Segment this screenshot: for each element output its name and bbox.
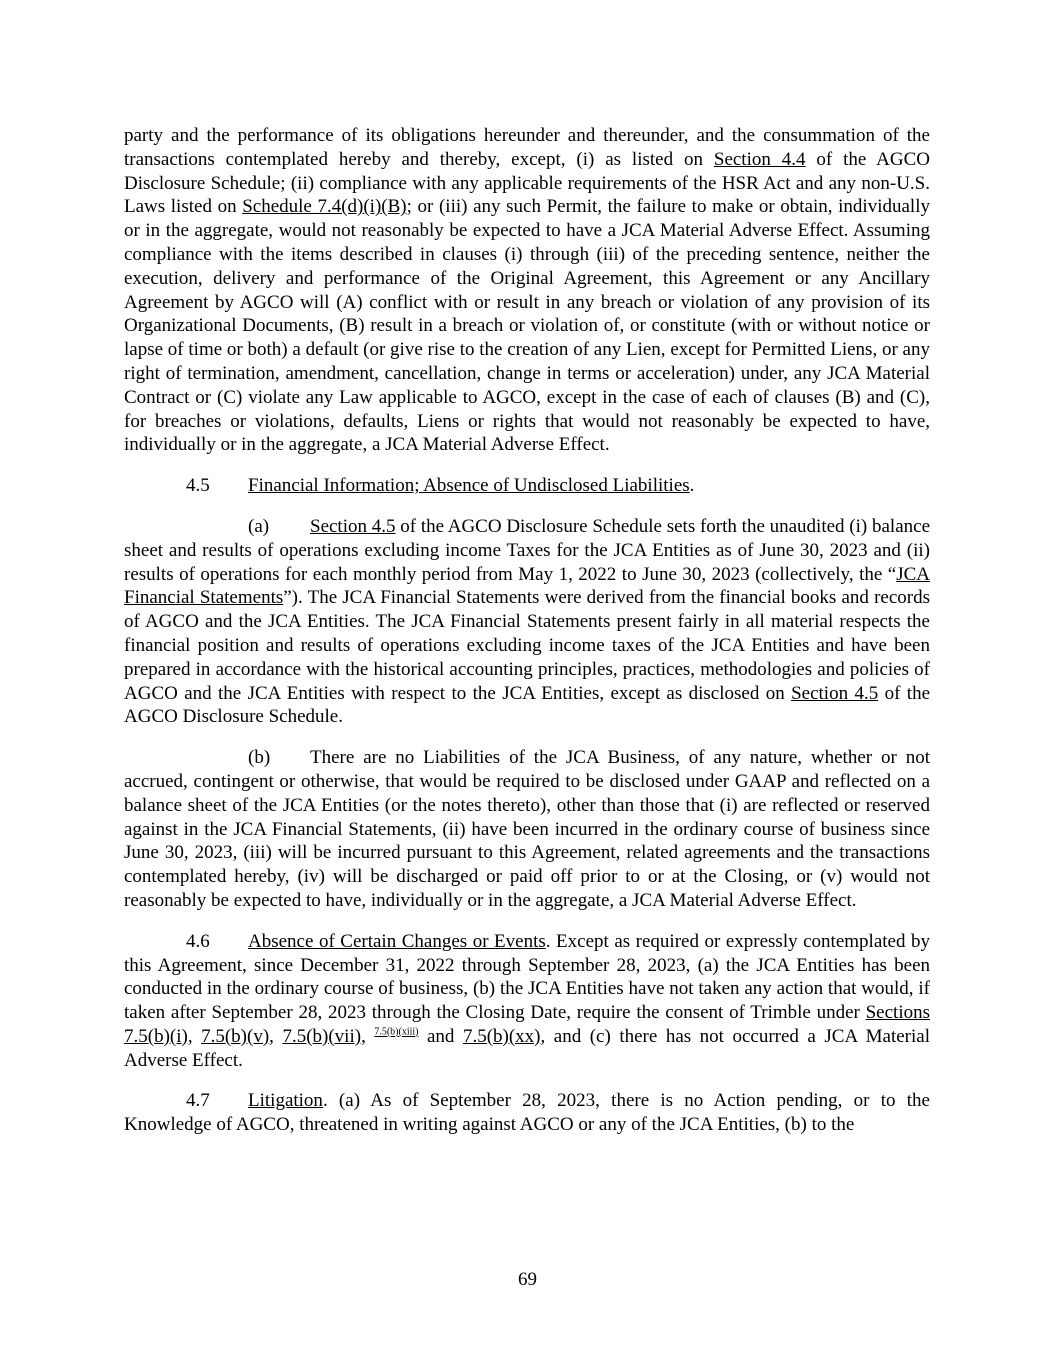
section-reference: 7.5(b)(xx) bbox=[462, 1025, 541, 1047]
page-number: 69 bbox=[518, 1269, 537, 1290]
section-4-5-a: (a) Section 4.5 of the AGCO Disclosure Schedule sets forth the unaudited (i) balance sheet and results of operations excluding income Taxes for the JCA Entities as of June 30, 2023 and (ii) results of operations for each monthly period from May 1, 2022 to June 30, 2023 (collectively, the “JCA Financial Statements”). The JCA Financial Statements were derived from the financial books and records of AGCO and the JCA Entities. The JCA Financial Statements present fairly in all material respects the financial position and results of operations excluding income taxes of the JCA Entities and have been prepared in accordance with the historical accounting principles, practices, methodologies and policies of AGCO and the JCA Entities with respect to the JCA Entities, except as disclosed on Section 4.5 of the AGCO Disclosure Schedule. bbox=[124, 515, 931, 728]
section-4-5-reference: Section 4.5 bbox=[310, 515, 396, 537]
superscript-reference: 7.5(b)(xiii) bbox=[374, 1026, 419, 1038]
section-reference: 7.5(b)(vii) bbox=[282, 1025, 362, 1047]
section-4-5-reference: Section 4.5 bbox=[791, 682, 879, 704]
section-reference: 7.5(b)(v) bbox=[201, 1025, 270, 1047]
section-4-7: 4.7 Litigation. (a) As of September 28, 2023, there is no Action pending, or to the Knowledge of AGCO, threatened in writing against AGCO or any of the JCA Entities, (b) to the bbox=[124, 1090, 930, 1136]
defined-term: JCA Financial Statements bbox=[124, 563, 930, 609]
document-page bbox=[124, 124, 930, 1154]
section-reference: Sections 7.5(b)(i) bbox=[124, 1002, 930, 1047]
paragraph-continuation: party and the performance of its obligations hereunder and thereunder, and the consummation of the transactions contemplated hereby and thereby, except, (i) as listed on Section 4.4 of the AGCO Disclosure Schedule; (ii) compliance with any applicable requirements of the HSR Act and any non-U.S. Laws listed on Schedule 7.4(d)(i)(B); or (iii) any such Permit, the failure to make or obtain, individually or in the aggregate, would not reasonably be expected to have a JCA Material Adverse Effect. Assuming compliance with the items described in clauses (i) through (iii) of the preceding sentence, neither the execution, delivery and performance of the Original Agreement, this Agreement or any Ancillary Agreement by AGCO will (A) conflict with or result in any breach or violation of any provision of its Organizational Documents, (B) result in a breach or violation of, or constitute (with or without notice or lapse of time or both) a default (or give rise to the creation of any Lien, except for Permitted Liens, or any right of termination, amendment, cancellation, change in terms or acceleration) under, any JCA Material Contract or (C) violate any Law applicable to AGCO, except in the case of each of clauses (B) and (C), for breaches or violations, defaults, Liens or rights that would not reasonably be expected to have, individually or in the aggregate, a JCA Material Adverse Effect. bbox=[124, 125, 931, 456]
section-4-6: 4.6 Absence of Certain Changes or Events. Except as required or expressly contemplated by this Agreement, since December 31, 2022 through September 28, 2023, (a) the JCA Entities has been conducted in the ordinary course of business, (b) the JCA Entities have not taken any action that would, if taken after September 28, 2023 through the Closing Date, require the consent of Trimble under Sections 7.5(b)(i), 7.5(b)(v), 7.5(b)(vii), $^{7.5(b)(xiii)}$ and 7.5(b)(xx), and (c) there has not occurred a JCA Material Adverse Effect. bbox=[124, 930, 931, 1071]
section-4-5-b: (b) There are no Liabilities of the JCA Business, of any nature, whether or not accrued, contingent or otherwise, that would be required to be disclosed under GAAP and reflected on a balance sheet of the JCA Entities (or the notes thereto), other than those that (i) are reflected or reserved against in the JCA Financial Statements, (ii) have been incurred in the ordinary course of business since June 30, 2023, (iii) will be incurred pursuant to this Agreement, related agreements and the transactions contemplated hereby, (iv) will be discharged or paid off prior to or at the Closing, or (v) would not reasonably be expected to have, individually or in the aggregate, a JCA Material Adverse Effect. bbox=[124, 747, 930, 911]
section-number: 4.6 bbox=[186, 930, 210, 952]
section-number: 4.5 bbox=[186, 475, 210, 497]
clause-label: (a) bbox=[248, 515, 270, 537]
schedule-reference: Schedule 7.4(d)(i)(B) bbox=[242, 196, 407, 218]
section-4-5-heading: 4.5 Financial Information; Absence of Undisclosed Liabilities. bbox=[186, 475, 695, 497]
section-title: Absence of Certain Changes or Events bbox=[248, 930, 546, 952]
section-title: Financial Information; Absence of Undisclosed Liabilities bbox=[248, 475, 690, 497]
section-title: Litigation bbox=[248, 1090, 323, 1112]
clause-label: (b) bbox=[248, 747, 271, 769]
section-number: 4.7 bbox=[186, 1090, 210, 1112]
section-4-4-reference: Section 4.4 bbox=[713, 148, 806, 170]
